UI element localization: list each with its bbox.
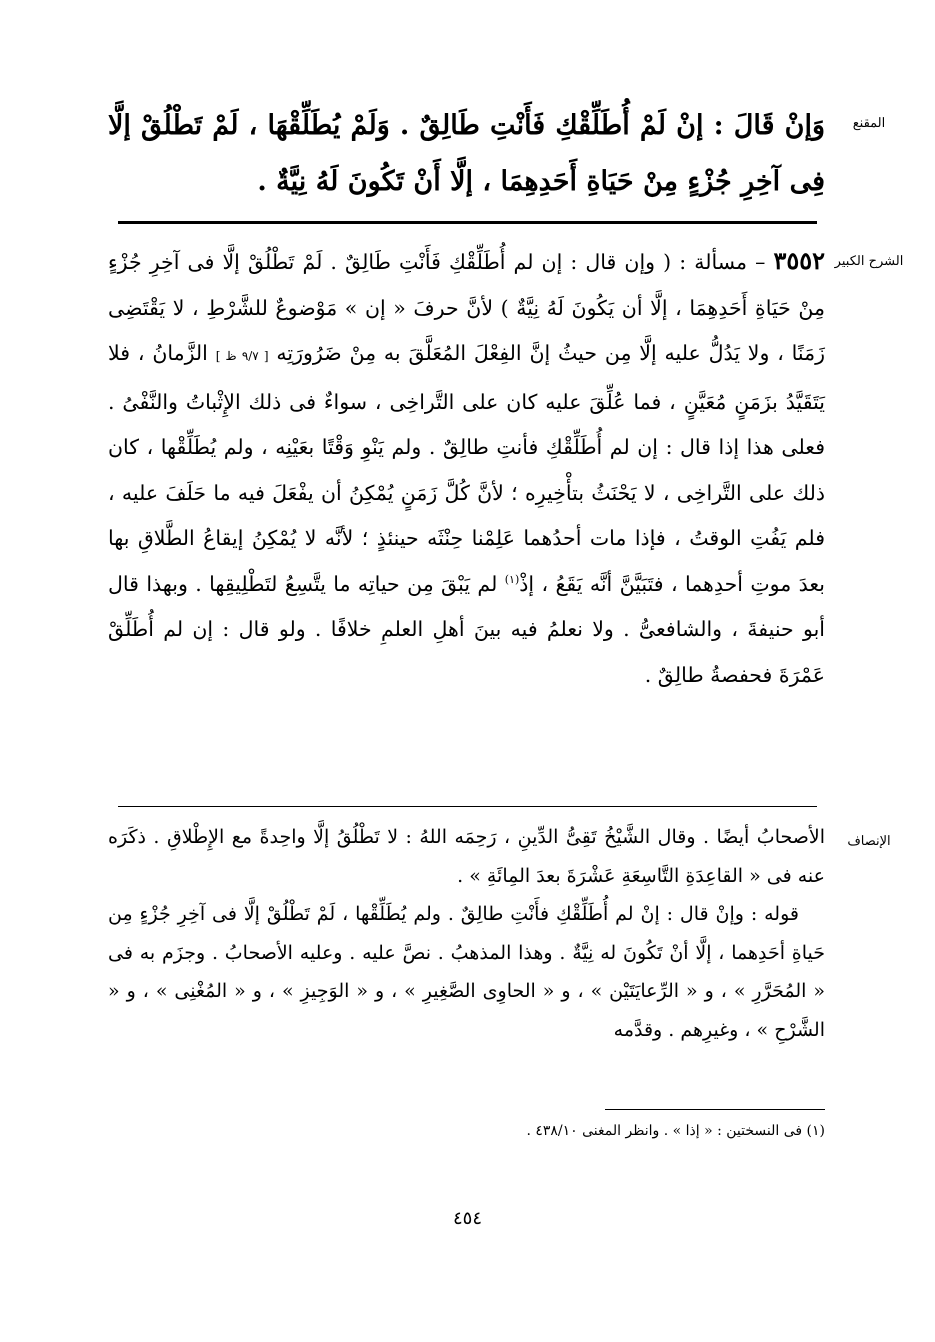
sharh-paragraph	[108, 238, 825, 698]
sharh-divider	[118, 806, 817, 807]
page-number: ٤٥٤	[452, 1208, 482, 1229]
sharh-text-part1: – مسألة : ( وإن قال : إن لم أُطَلِّقْكِ فَأَنْتِ طَالِقٌ . لَمْ تَطْلُقْ إلَّا فى آخِرِ جُزْءٍ مِنْ حَيَاةِ أَحَدِهِمَا ، إلَّا أن يَكُونَ لَهُ نِيَّةٌ ) لأنَّ حرفَ « إن » مَوْضوعٌ للشَّرْطِ ، لا يَقْتَضِى زَمَنًا ، ولا يَدُلُّ عليه إلَّا مِن حيثُ إنَّ الفِعْلَ المُعَلَّقَ به مِنْ ضَرُورَتِه	[108, 250, 825, 365]
muqni-label: المقنع	[852, 116, 886, 131]
muqni-section	[108, 98, 913, 214]
sharh-text	[108, 238, 825, 698]
insaf-paragraph-1: الأصحابُ أيضًا . وقال الشَّيْخُ تَقِىُّ الدِّينِ ، رَحِمَه اللهُ : لا تَطْلُقُ إلَّا واحِدةً مع الإِطْلاقِ . ذكَرَه عنه فى « القاعِدَةِ التَّاسِعَةِ عَشْرَةَ بعدَ المِائَةِ » .	[108, 826, 825, 887]
muqni-divider	[118, 221, 817, 224]
sharh-text-part2: الزَّمانُ ، فلا يَتَقَيَّدُ بزَمَنٍ مُعَيَّنٍ ، فما عُلِّقَ عليه كان على التَّراخِى ، سواءٌ فى ذلك الإِثْباتُ والنَّفْىُ . فعلى هذا إذا قال : إن لم أُطَلِّقْكِ فأنتِ طالِقٌ . ولم يَنْوِ وَقْتًا بعَيْنِه ، ولم يُطَلِّقْها ، كان ذلك على التَّراخِى ، لا يَحْنَثُ بتأْخِيرِه ؛ لأنَّ كُلَّ زَمَنٍ يُمْكِنُ أن يفْعَلَ فيه ما حَلَفَ عليه ، فلم يَفُتِ الوقتُ ، فإذا مات أحدُهما عَلِمْنا حِنْثَه حينئذٍ ؛ لأنَّه لا يُمْكِنُ إيقاعُ الطَّلاقِ بها بعدَ موتِ أحدِهما ، فتَبَيَّنَّ أنَّه يَقَعُ ، إذْ	[108, 341, 825, 596]
sharh-label: الشرح الكبير	[834, 254, 904, 269]
insaf-paragraph-2: قوله : وإنْ قال : إنْ لم أُطَلِّقْكِ فأَنْتِ طالِقٌ . ولم يُطَلِّقْها ، لَمْ تَطْلُقْ إلَّا فى آخِرِ جُزْءٍ مِن حَياةِ أحَدِهما ، إلَّا أنْ تَكُونَ له نِيَّةٌ . وهذا المذهبُ . نصَّ عليه . وعليه الأصحابُ . وجزَم به فى « المُحَرَّرِ » ، و « الرِّعايَتَيْن » ، و « الحاوِى الصَّغِيرِ » ، و « الوَجِيزِ » ، و « المُغْنِى » ، و « الشَّرْحِ » ، وغيرِهم . وقدَّمه	[108, 903, 825, 1041]
sharh-section	[108, 238, 913, 798]
insaf-section	[108, 818, 913, 1098]
insaf-text	[108, 818, 825, 1049]
sharh-text-part3: لم يَبْقَ مِن حياتِه ما يتَّسِعُ لتَطْلِيقِها . وبهذا قال أبو حنيفةَ ، والشافعىُّ . ولا نعلمُ فيه بينَ أهلِ العلمِ خلافًا . ولو قال : إن لم أُطَلِّقْ عَمْرَةَ فحفصةُ طالِقٌ .	[108, 571, 825, 687]
footnote-marker: (١)	[504, 572, 520, 586]
footnote: (١) فى النسختين : « إذا » . وانظر المغنى ٤٣٨/١٠ .	[526, 1123, 825, 1139]
muqni-paragraph: وَإنْ قَالَ : إنْ لَمْ أُطَلِّقْكِ فَأَنْتِ طَالِقٌ . وَلَمْ يُطَلِّقْهَا ، لَمْ تَطْلُقْ إلَّا فِى آخِرِ جُزْءٍ مِنْ حَيَاةِ أَحَدِهِمَا ، إلَّا أَنْ تَكُونَ لَهُ نِيَّةٌ .	[108, 110, 825, 197]
footnote-divider	[605, 1109, 825, 1110]
muqni-text	[108, 98, 825, 210]
folio-reference: [ ٩/٧ ظ ]	[215, 349, 269, 363]
insaf-label: الإنصاف	[847, 834, 891, 849]
issue-number: ٣٥٥٢	[773, 246, 825, 275]
